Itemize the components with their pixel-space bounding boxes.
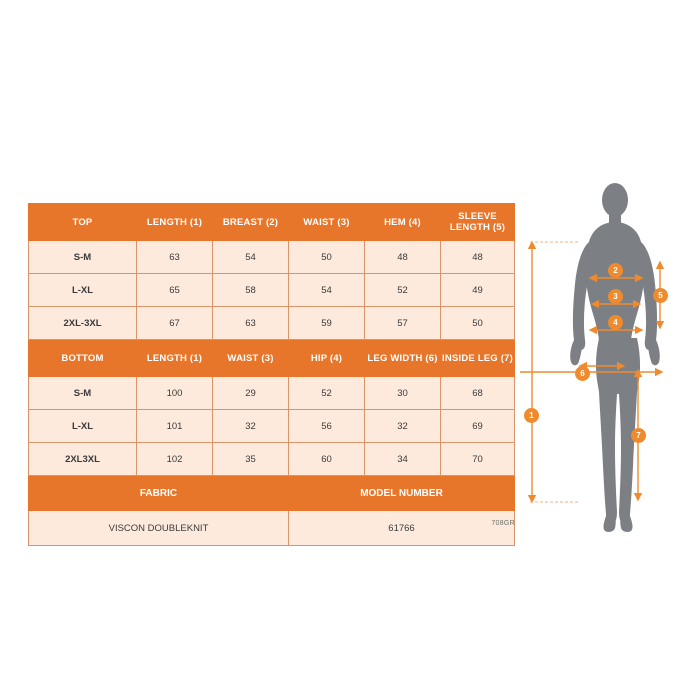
cell: 48	[441, 241, 515, 274]
table-row	[29, 377, 515, 410]
cell: 52	[365, 274, 441, 307]
row-label: L-XL	[29, 410, 137, 443]
row-label: 2XL3XL	[29, 443, 137, 476]
top-header-cell: WAIST (3)	[289, 204, 365, 241]
measurement-marker-2: 2	[608, 263, 623, 278]
fabric-value-row	[29, 511, 515, 546]
cell: 52	[289, 377, 365, 410]
table-row	[29, 274, 515, 307]
cell: 50	[441, 307, 515, 340]
cell: 57	[365, 307, 441, 340]
measurement-marker-5: 5	[653, 288, 668, 303]
measurement-marker-3: 3	[608, 289, 623, 304]
cell: 29	[213, 377, 289, 410]
cell: 32	[365, 410, 441, 443]
bottom-header-cell: INSIDE LEG (7)	[441, 340, 515, 377]
cell: 70	[441, 443, 515, 476]
cell: 49	[441, 274, 515, 307]
measurement-arrows	[520, 180, 690, 540]
measurement-marker-7: 7	[631, 428, 646, 443]
row-label: 2XL-3XL	[29, 307, 137, 340]
cell: 68	[441, 377, 515, 410]
bottom-header-cell: WAIST (3)	[213, 340, 289, 377]
cell: 100	[137, 377, 213, 410]
cell: 69	[441, 410, 515, 443]
fabric-header-row	[29, 476, 515, 511]
row-label: S-M	[29, 377, 137, 410]
cell: 60	[289, 443, 365, 476]
model-value: 61766	[289, 511, 515, 546]
bottom-header-cell: HIP (4)	[289, 340, 365, 377]
table-row	[29, 410, 515, 443]
cell: 30	[365, 377, 441, 410]
measurement-marker-1: 1	[524, 408, 539, 423]
top-header-row	[29, 204, 515, 241]
cell: 65	[137, 274, 213, 307]
bottom-header-row	[29, 340, 515, 377]
fabric-value: VISCON DOUBLEKNIT	[29, 511, 289, 546]
cell: 56	[289, 410, 365, 443]
cell: 59	[289, 307, 365, 340]
cell: 50	[289, 241, 365, 274]
cell: 48	[365, 241, 441, 274]
top-header-cell: LENGTH (1)	[137, 204, 213, 241]
top-header-cell: TOP	[29, 204, 137, 241]
cell: 54	[213, 241, 289, 274]
cell: 101	[137, 410, 213, 443]
top-header-cell: SLEEVE LENGTH (5)	[441, 204, 515, 241]
measurement-marker-6: 6	[575, 366, 590, 381]
product-code: 708GR	[491, 520, 515, 527]
fabric-header: FABRIC	[29, 476, 289, 511]
top-header-cell: BREAST (2)	[213, 204, 289, 241]
size-table-container	[28, 203, 514, 546]
table-row	[29, 443, 515, 476]
cell: 34	[365, 443, 441, 476]
measurement-figure	[520, 180, 690, 540]
cell: 102	[137, 443, 213, 476]
row-label: L-XL	[29, 274, 137, 307]
cell: 63	[213, 307, 289, 340]
measurement-marker-4: 4	[608, 315, 623, 330]
cell: 63	[137, 241, 213, 274]
table-row	[29, 241, 515, 274]
bottom-header-cell: LEG WIDTH (6)	[365, 340, 441, 377]
size-table	[28, 203, 515, 546]
bottom-header-cell: BOTTOM	[29, 340, 137, 377]
model-header: MODEL NUMBER	[289, 476, 515, 511]
cell: 32	[213, 410, 289, 443]
cell: 67	[137, 307, 213, 340]
table-row	[29, 307, 515, 340]
cell: 54	[289, 274, 365, 307]
cell: 58	[213, 274, 289, 307]
bottom-header-cell: LENGTH (1)	[137, 340, 213, 377]
row-label: S-M	[29, 241, 137, 274]
top-header-cell: HEM (4)	[365, 204, 441, 241]
cell: 35	[213, 443, 289, 476]
